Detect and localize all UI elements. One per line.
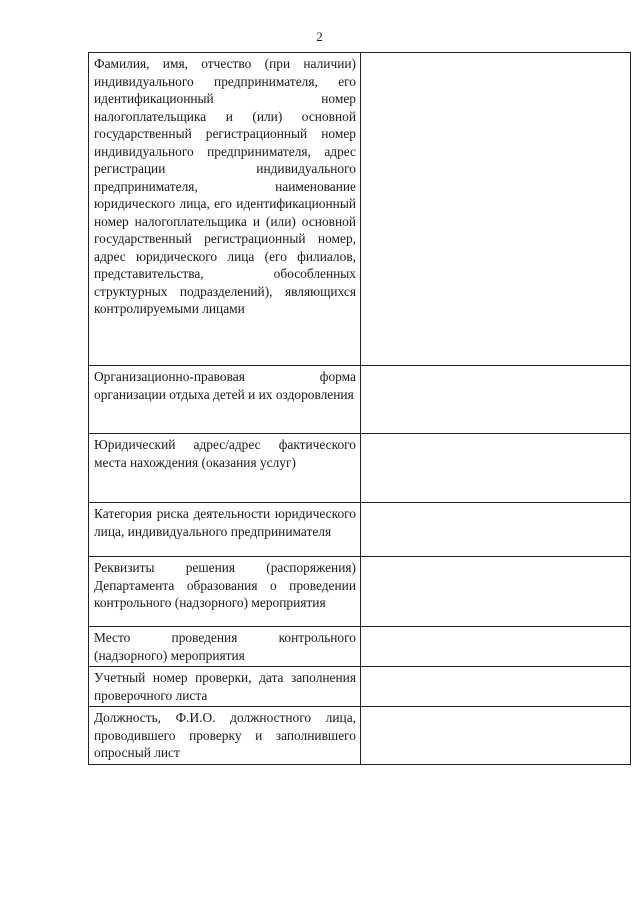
table-row — [89, 557, 631, 627]
row-label: Учетный номер проверки, дата заполнения проверочного листа — [94, 670, 356, 703]
row-label: Должность, Ф.И.О. должностного лица, проводившего проверку и заполнившего опросный лист — [94, 710, 356, 760]
row-label: Фамилия, имя, отчество (при наличии) индивидуального предпринимателя, его идентификационный номер налогоплательщика и (или) основной государственный регистрационный номер индивидуального предпринимателя, адрес регистрации индивидуального предпринимателя, наименование юридического лица, его идентификационный номер налогоплательщика и (или) основной государственный регистрационный номер, адрес юридического лица (его филиалов, представительства, обособленных структурных подразделений), являющихся контролируемыми лицами — [94, 56, 356, 316]
row-label: Организационно-правовая форма организации отдыха детей и их оздоровления — [94, 369, 356, 402]
row-label: Реквизиты решения (распоряжения) Департамента образования о проведении контрольного (надзорного) мероприятия — [94, 560, 356, 610]
table-row — [89, 707, 631, 765]
page-number: 2 — [316, 29, 323, 44]
row-label-cell — [89, 434, 361, 503]
table-row — [89, 366, 631, 434]
row-value-cell — [361, 627, 631, 667]
row-value-cell — [361, 503, 631, 557]
row-label-cell — [89, 557, 361, 627]
table-row — [89, 53, 631, 366]
row-label-cell — [89, 53, 361, 366]
row-label-cell — [89, 667, 361, 707]
table-row — [89, 627, 631, 667]
row-value-cell — [361, 366, 631, 434]
row-label-cell — [89, 627, 361, 667]
row-label: Категория риска деятельности юридического лица, индивидуального предпринимателя — [94, 506, 356, 539]
row-value-cell — [361, 667, 631, 707]
row-label-cell — [89, 366, 361, 434]
row-value-cell — [361, 434, 631, 503]
table-row — [89, 667, 631, 707]
table-row — [89, 503, 631, 557]
row-label: Место проведения контрольного (надзорного) мероприятия — [94, 630, 356, 663]
row-value-cell — [361, 53, 631, 366]
row-label-cell — [89, 707, 361, 765]
inspection-form-table — [88, 52, 631, 765]
row-value-cell — [361, 557, 631, 627]
row-value-cell — [361, 707, 631, 765]
row-label-cell — [89, 503, 361, 557]
table-row — [89, 434, 631, 503]
row-label: Юридический адрес/адрес фактического места нахождения (оказания услуг) — [94, 437, 356, 470]
